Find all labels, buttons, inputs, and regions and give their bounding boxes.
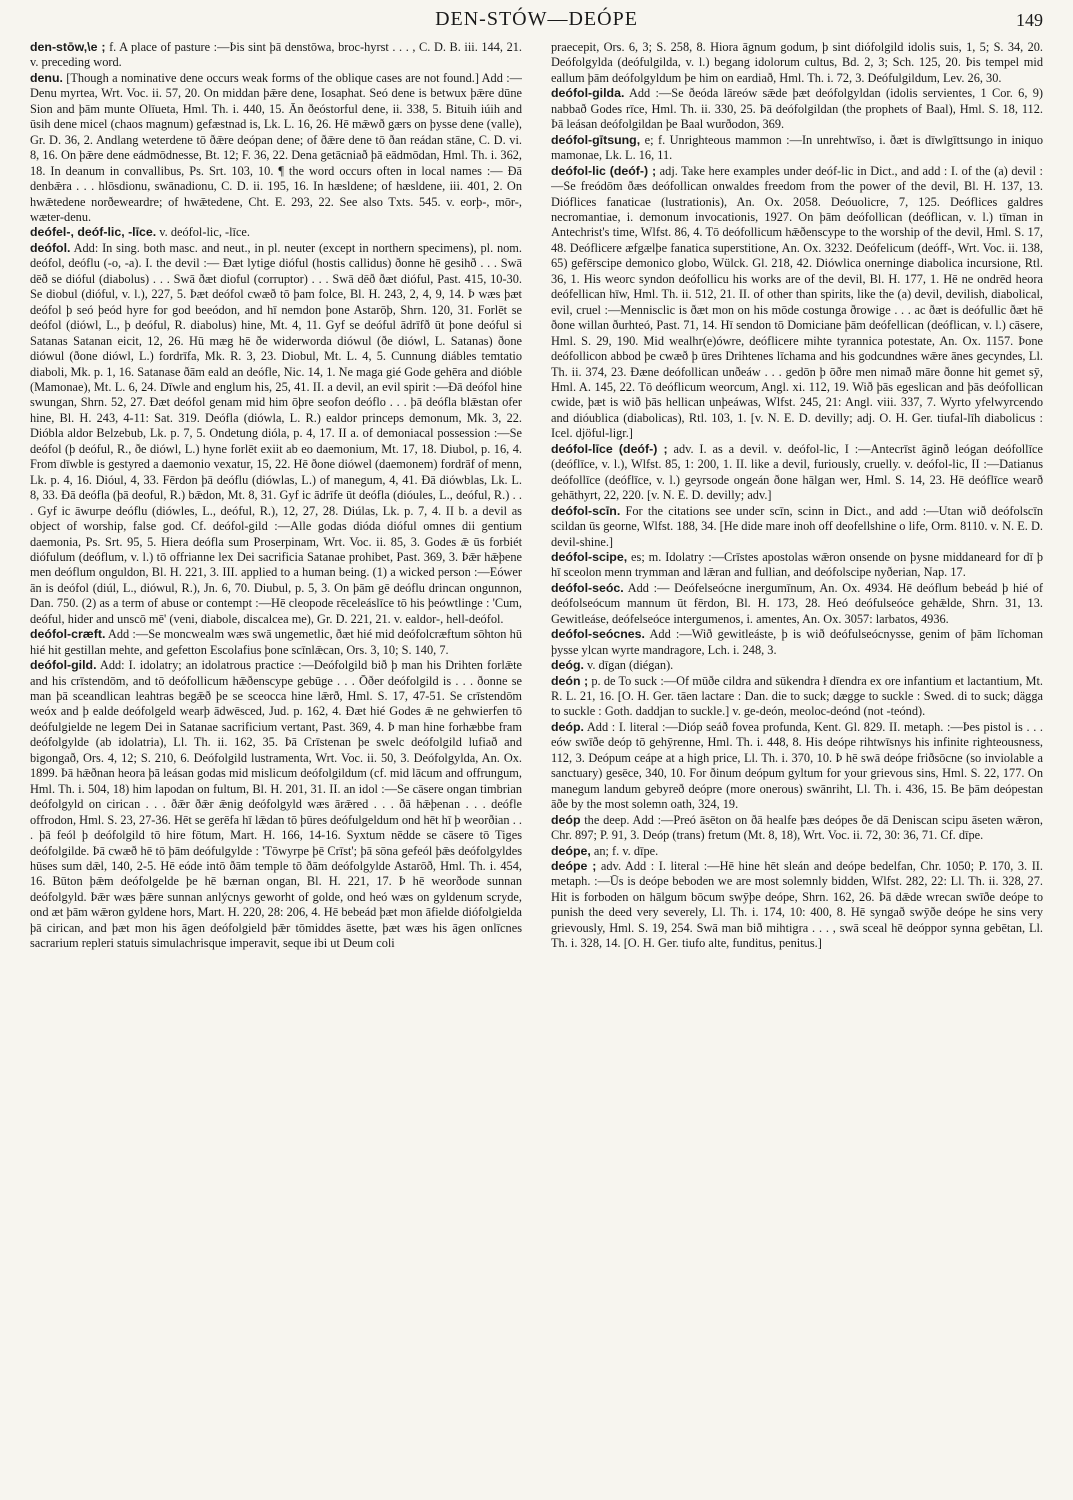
- entry-text: Add :—Wið gewitleáste, þ is wið deófulseócnysse, genim of þām līchoman þysse ylcan wyrte mandragore, Lch. i. 248, 3.: [551, 627, 1043, 657]
- dictionary-entry: [30, 627, 522, 658]
- entry-text: Add :—Se ðeóda lāreów sǣde þæt deófolgyldan (idolis servientes, 1 Cor. 6, 9) nabbað Godes rīce, Hml. Th. ii. 330, 25. Þā deófolgildan (the prophets of Baal), Hml. S. 18, 112. Þā leásan deófolgildan þe Baal wurðodon, 369.: [551, 86, 1043, 132]
- dictionary-entry: [551, 674, 1043, 720]
- entry-headword: deófol-seócnes.: [551, 627, 645, 642]
- entry-text: p. de To suck :—Of mūðe cildra and sūkendra ł dīendra ex ore infantium et lactantium, Mt. R. L. 21, 16. [O. H. Ger. tāen lactare : Dan. die to suck; dægge to suckle : Swed. di to suck; dägga to suckle : Goth. daddjan to suckle.] v. ge-deón, meoloc-deónd (not -teónd).: [551, 673, 1043, 719]
- entry-text: e; f. Unrighteous mammon :—In unrehtwīso, i. ðæt is dīwlgīttsungo in iniquo mamonae, Lk. L. 16, 11.: [551, 132, 1043, 163]
- entry-text: praecepit, Ors. 6, 3; S. 258, 8. Hiora āgnum godum, þ sint diófolgild idolis suis, 1, 5; S. 34, 20. Deófolgylda (deófulgilda, v. l.) begang idolorum cultus, Bd. 2, 3; Sch. 125, 20. Þis tempel mid eallum þām deófolgyldum þe him on eardiað, Hml. Th. i. 72, 3. Deófulgildum, Lev. 26, 30.: [551, 40, 1043, 85]
- dictionary-entry: [551, 658, 1043, 673]
- entry-headword: deópe ;: [551, 859, 597, 874]
- entry-text: Add: I. idolatry; an idolatrous practice :—Deófolgild bið þ man his Drihten forlǣte and his crīstendōm, and tō deófollicum hǣðenscype gebūge . . . Ōðer deófolgild is . . . ðonne se man þā sceandlican leahtras begǣð þe se sceocca hine lǣrð, Hml. S. 17, 47-51. Se crīstendōm weóx and þ ealde deófolgeld wearþ ādwēsced, Jud. p. 162, 4. Ðæt hié Godes ǣ ne gehwierfen tō deófulgielde ne legem Dei in Satanae sacrificium vertant, Past. 369, 4. Þ man hine forhæbbe fram deófolgylde (ab idolatria), Ll. Th. ii. 162, 35. Þā Crīstenan þe swelc deófolgild lufiað and bigongað, Ors. 4, 12; S. 210, 6. Deófolgild lustramenta, Wrt. Voc. ii. 50, 3. Deófolgylda, An. Ox. 1899. Þā hǣðnan heora þā leásan godas mid mislicum deófolgildum (cf. mid lācum and offrungum, Hml. Th. i. 504, 18) him lapodan on fultum, Bl. H. 201, 31. II. an idol :—Se cāsere ongan timbrian deófolgyld on cirican . . . ðǣr ðǣr ǣnig deófolgyld wæs ārǣred . . . ðā hǣþenan . . . deófle offrodon, Hml. S. 23, 27-36. Hēt se gerēfa hī lǣdan tō þūres deófulgeldum ond hēt hī þ weorðian . . . þā feól þ deófolgild tō hire fōtum, Mart. H. 166, 14-16. Syxtum nēdde se cāsere tō Tiges deófolgilde. Þā cwæð hē tō þām deófulgylde : 'Tōwyrpe þē Crīst'; þā sōna gefeól þǣs deófolgyldes hūses sum dǣl, 140, 2-5. Hē eóde intō ðām temple tō ðām deófolgylde Astarōð, Hml. Th. i. 454, 16. Būton þǣm deófolgelde þe hē bærnan ongan, Bl. H. 221, 17. Þ hē weorðode sunnan deófolgyld. Þǣr wæs þǣre sunnan anlýcnys geworht of golde, ond heó wæs on gyldenum scryde, ond æt þām wǣron gyldene hors, Mart. H. 220, 28: 206, 4. Hē bebeád þæt mon āfielde diófolgielda þā cirican, and þæt mon his āgen deófolgield þǣr tōmiddes āsette, þæt wæs his āgen onlīcnes sacrarium repleri statuis simulachrisque imperavit, seque ibi ut Deum coli: [30, 658, 522, 951]
- entry-headword: deófol-līce (deóf-) ;: [551, 441, 668, 456]
- dictionary-entry: [30, 40, 522, 71]
- dictionary-entry: [551, 504, 1043, 550]
- entry-text: es; m. Idolatry :—Crīstes apostolas wǣron onsende on þysne middaneard for dī þ hī sceolon menn trymman and lǣran and fullian, and deófolscipe nyðerian, Nap. 17.: [551, 549, 1043, 580]
- entry-text: adj. Take here examples under deóf-lic in Dict., and add : I. of the (a) devil :—Se freódōm ðæs deófollican onwaldes freedom from the power of the devil, Bl. H. 137, 13. Dióflices fanaticae (lustrationis), An. Ox. 2058. Deóuolicre, 7, 125. Deóflices galdres necromantiae, i. demonum invocationis, 1927. On þām deófollican (deóflican, v. l.) tīman in Antechrist's time, Wlfst. 86, 4. Tō deófollicum hǣðenscype to the worship of the devil, Hml. S. 17, 48. Deóflicere æfgælþe fanatica superstitione, An. Ox. 3232. Deófelicum (deóff-, Wrt. Voc. ii. 138, 65) gefērscipe demonico globo, Wülck. Gl. 218, 42. Diówlica onerninge diabolica incursione, Rtl. 36, 1. His weorc syndon deófollicu his works are of the devil, Bl. H. 177, 1. Hē ne ondrēd heora deófellican hīw, Hml. Th. ii. 512, 21. II. of other than spirits, like the (a) devil, devilish, diabolical, evil, cruel :—Mennisclic is ðæt mon on his mōde costunga ðrowige . . . ac ðæt is deófullic ðæt hē ðone willan ðurhteó, Past. 71, 14. Hī sendon tō Domiciane þām deófellican (deóflican, v. l.) cāsere, Hml. S. 29, 190. Mid wealhr(e)ówre, deóflicere mihte tyrannica potestate, An. Ox. 1157. Þone deófollicon abbod þe cwæð þ ūres Drihtenes līchama and his godcundnes wǣre ānes gecyndes, Ll. Th. ii. 374, 23. Ðæne deófollican unðeáw . . . gedōn þ ōðre men nimað māre ðonne hit gemet sȳ, Hml. A. 145, 22. Tō deóflicum weorcum, Angl. xi. 112, 19. Wið þās egeslican and þās deófollican cwide, þæt is wið þās hellican unþeáwas, Wlfst. 245, 21: Angl. viii. 337, 7. Wyrto yfelwyrcendo and dióublica (diabolicas), Rtl. 103, 1. [v. N. E. D. devilly; adj. O. H. Ger. tiufal-līh diabolicus : Icel. djöful-ligr.]: [551, 163, 1043, 441]
- running-head: DEN-STÓW—DEÓPE: [435, 8, 638, 30]
- dictionary-entry: [551, 164, 1043, 442]
- dictionary-entry: [30, 71, 522, 226]
- dictionary-entry: [551, 581, 1043, 627]
- entry-headword: deófol-gītsung,: [551, 132, 641, 147]
- entry-text: Add: In sing. both masc. and neut., in pl. neuter (except in northern specimens), pl. nom. deófol, deóflu (-o, -a). I. the devil :— Ðæt lytige dióful (hostis callidus) ðonne hē gesihð . . . Swā dēð se dióful (diabolus) . . . Swā ðæt dioful (corruptor) . . . Swā dēð ðæt dióful, Past. 415, 10-30. Se diobul (dióful, v. l.), 227, 5. Þæt deófol cwæð tō þam folce, Bl. H. 243, 2, 4, 9, 14. Þ wæs þæt deófol þ seó þeód hyre for god beeódon, and hī nemdon þone Astarōþ, Shrn. 120, 31. Forlēt se deófol (diówl, L., þ deóful, R. diabolus) hine, Mt. 4, 11. Gyf se deóful ādrīfð ūt þone deóful si Satanas Satanan eicit, 12, 26. Hū mæg hē ðe widerworda diówul (ðe diówl, L. Satanas) ðone diówul (ðone diówl, L.) fordrīfa, Mk. R. 3, 23. Diobul, Mt. L. 4, 5. Cunnung diábles temtatio diaboli, Mk. p. 1, 16. Satanase ðām eald an deófle, Nic. 14, 1. Ne maga gié Gode gehēra and dióble (Mamonae), Mt. L. 6, 24. Dīwle and englum his, 25, 41. II. a devil, an evil spirit :—Ðā deófol hine swungan, Shrn. 52, 27. Ðæt deófol genam mid him ōþre seofon deóflo . . . þā deófla blǣstan ofer hine, Bl. H. 243, 4-11: Sat. 319. Deófla (diówla, L. R.) ealdor princeps demonum, Mk. 3, 22. Dióbla aldor Belzebub, Lk. p. 7, 5. Ondetung dióla, p. 4, 17. II a. of demoniacal possession :—Se deófol (þ deóful, R., ðe diówl, L.) hyne forlēt exiit ab eo daemonium, Mt. 17, 18. Diubol, p. 16, 4. From dīwble is gestyred a daemonio vexatur, 15, 22. Hē ðone diówel (daemonem) fordrāf of menn, Lk. p. 4, 16. Dióul, 4, 33. Fērdon þā deóflu (diówlas, L.) of manegum, 4, 41. Ðā diówblas, Lk. L. 8, 33. Ðā deófla (þā deoful, R.) bǣdon, Mt. 8, 31. Gyf ic ādrīfe ūt deófla (dióules, L., deóful, R.) . . . Gyf ic āwurpe deóflu (diówles, L., deóful, R.), 12, 27, 28. Diúlas, Lk. p. 7, 4. II b. a devil as object of worship, false god. Cf. deófol-gild :—Alle godas dióda dióful omnes dii gentium daemonia, Ps. Srt. 95, 5. Hiera deófla sum Proserpinam, Wrt. Voc. ii. 85, 3. Godes ǣ ūs forbiét diófulum (deóflum, v. l.) tō offrianne lex Dei sacrificia Satanae prohibet, Past. 369, 3. Þǣr hǣþene men deóflum onguldon, Bl. H. 221, 3. III. applied to a human being. (1) a wicked person :—Eówer ān is deófol (diúl, L., diówul, R.), Jn. 6, 70. Diubul, p. 5, 3. On þām gē deóflu drincan ongunnon, Dan. 750. (2) as a term of abuse or contempt :—Hē cleopode rēceleáslīce tō his þeówtlinge : 'Cum, deóful, hider and unscō mē' (veni, diabole, discalcea me), Gr. D. 221, 21. v. ealdor-, hell-deófol.: [30, 240, 522, 626]
- entry-text: the deep. Add :—Preó āsēton on ðā healfe þæs deópes ðe dā Deniscan scipu āseten wǣron, Chr. 897; P. 91, 3. Deóp (trans) fretum (Mt. 8, 18), Wrt. Voc. ii. 72, 30: 36, 71. Cf. dīpe.: [551, 812, 1043, 843]
- dictionary-entry: [551, 859, 1043, 952]
- entry-headword: den-stōw,\e ;: [30, 40, 106, 54]
- entry-text: v. dīgan (diégan).: [583, 658, 674, 673]
- entry-text: an; f. v. dīpe.: [590, 843, 659, 858]
- dictionary-entry: [551, 550, 1043, 581]
- entry-text: adv. Add : I. literal :—Hē hine hēt sleán and deópe bedelfan, Chr. 1050; P. 170, 3. II. metaph. :—Ūs is deópe beboden we are most solemnly bidden, Wlfst. 282, 22: Ll. Th. ii. 328, 27. Hit is forboden on hālgum bōcum swȳþe deópe, Shrn. 162, 26. Þā dǣde wrecan swīðe deópe to punish the deed very severely, Ll. Th. i. 174, 10: 400, 8. Hē syngað swȳðe deópe he sins very grievously, Hml. S. 19, 254. Swā man bið mihtigra . . . , swā sceal hē deóppor synna gebētan, Ll. Th. i. 328, 14. [O. H. Ger. tiufo alte, funditus, penitus.]: [551, 859, 1043, 951]
- page-header: [30, 6, 1043, 40]
- entry-headword: deópe,: [551, 843, 591, 858]
- entry-text: For the citations see under scīn, scinn in Dict., and add :—Utan wið deófolscīn scildan ūs georne, Wlfst. 188, 34. [He dide mare inoh off deofellshine o life, Orm. 8110. v. N. E. D. devil-shine.]: [551, 503, 1043, 549]
- entry-headword: deóp.: [551, 719, 584, 734]
- dictionary-entry: [30, 241, 522, 627]
- dictionary-entry: [551, 86, 1043, 132]
- dictionary-entry: [551, 133, 1043, 164]
- entry-text: Add :— Deófelseócne inergumīnum, An. Ox. 4934. Hē deóflum bebeád þ hié of deófolseócum mannum ūt fērdon, Bl. H. 173, 28. Heó deófulseóce gehǣlde, Shrn. 31, 13. Gewitleáse, deófelseóce intergumenos, i. amentes, An. Ox. 3057: larbatos, 4936.: [551, 580, 1043, 626]
- dictionary-entry: [551, 627, 1043, 658]
- entry-headword: deófel-, deóf-lic, -līce.: [30, 225, 157, 240]
- entry-headword: denu.: [30, 70, 63, 85]
- entry-headword: deóp: [551, 812, 581, 827]
- entry-text: Add : I. literal :—Dióp seáð fovea profunda, Kent. Gl. 829. II. metaph. :—Þes pistol is . . . eów swīðe deóp tō gehȳrenne, Hml. Th. i. 448, 8. His deópe rihtwīsnys his infinite righteousness, 112, 3. Deópum ceápe at a high price, Ll. Th. i. 370, 10. Þ hē swā deópe friðsōcne (so inviolable a sanctuary) gesēce, 340, 10. For ðinum deópum gyltum for your grievous sins, Hml. S. 22, 177. On manegum landum gebyreð deópre (more onerous) swānriht, Ll. Th. i. 436, 15. Be þām deópestan āðe by the most solemn oath, 324, 19.: [551, 719, 1043, 812]
- entry-headword: deón ;: [551, 673, 589, 688]
- entry-headword: deófol.: [30, 240, 71, 255]
- entry-text: adv. I. as a devil. v. deófol-lic, I :—Antecrīst āginð leógan deófollīce (deóflīce, v. l.), Wlfst. 85, 1: 200, 1. II. like a devil, furiously, cruelly. v. deófol-lic, II :—Datianus deófollīce (deóflīce, v. l.) geyrsode ongeán ðone hālgan wer, Hml. S. 14, 23. Hē deóflīce wearð gehāthyrt, 22, 220. [v. N. E. D. devilly; adv.]: [551, 441, 1043, 503]
- entry-text: Add :—Se moncwealm wæs swā ungemetlic, ðæt hié mid deófolcræftum sōhton hū hié hit gestillan mehte, and gefetton Escolafius þone scīnlǣcan, Ors. 3, 10; S. 140, 7.: [30, 627, 522, 657]
- entry-headword: deófol-seóc.: [551, 580, 624, 595]
- entry-text: v. deófol-lic, -līce.: [156, 225, 250, 240]
- entry-headword: deófol-gild.: [30, 658, 97, 673]
- left-column: [30, 40, 522, 1488]
- entry-text: f. A place of pasture :—Þis sint þā denstōwa, broc-hyrst . . . , C. D. B. iii. 144, 21. v. preceding word.: [30, 40, 522, 70]
- entry-headword: deóg.: [551, 658, 584, 673]
- dictionary-entry: [551, 40, 1043, 86]
- dictionary-entry: [30, 225, 522, 240]
- dictionary-entry: [551, 720, 1043, 813]
- dictionary-entry: [551, 442, 1043, 504]
- two-column-body: [30, 40, 1043, 1488]
- entry-headword: deófol-cræft.: [30, 627, 106, 642]
- entry-headword: deófol-gilda.: [551, 86, 625, 101]
- right-column: [551, 40, 1043, 1488]
- entry-headword: deófol-scipe,: [551, 549, 628, 564]
- entry-headword: deófol-scīn.: [551, 503, 621, 518]
- dictionary-entry: [30, 658, 522, 952]
- entry-text: [Though a nominative dene occurs weak forms of the oblique cases are not found.] Add :—Denu myrtea, Wrt. Voc. ii. 57, 20. On middan þǣre dene, Iosaphat. Seó dene is betwux þǣre dūne Sion and þām munte Olīueta, Hml. Th. i. 440, 15. Ān ðeóstorful dene, ii. 338, 5. Bituih iúih and ūsih dene micel (chaos magnum) gefæstnad is, Lk. L. 16, 26. Hē mǣwð gærs on þysse dene (valle), Gr. D. 36, 2. Andlang weterdene tō ðǣre deópan dene; of ðǣre dene tō ðan reádan stāne, C. D. vi. 8, 16. On þǣre dene eádmōdnesse, Bt. 12; F. 36, 22. Dena getācniað þā eādmōdan, Hml. Th. i. 362, 18. In deanum in convallibus, Ps. Srt. 103, 10. ¶ the word occurs often in local names :— Ðā denbǣra . . . hlōsdionu, swānadionu, C. D. ii. 195, 16. In hæsldene; of hæsldene, iii. 401, 2. On hwǣtedene norðeweardre; of hwǣtedene, Cht. E. 293, 22. See also Txts. 545. v. eorþ-, mōr-, wæter-denu.: [30, 70, 522, 224]
- page-number: 149: [1016, 10, 1043, 30]
- entry-headword: deófol-lic (deóf-) ;: [551, 163, 657, 178]
- dictionary-entry: [551, 844, 1043, 859]
- dictionary-entry: [551, 813, 1043, 844]
